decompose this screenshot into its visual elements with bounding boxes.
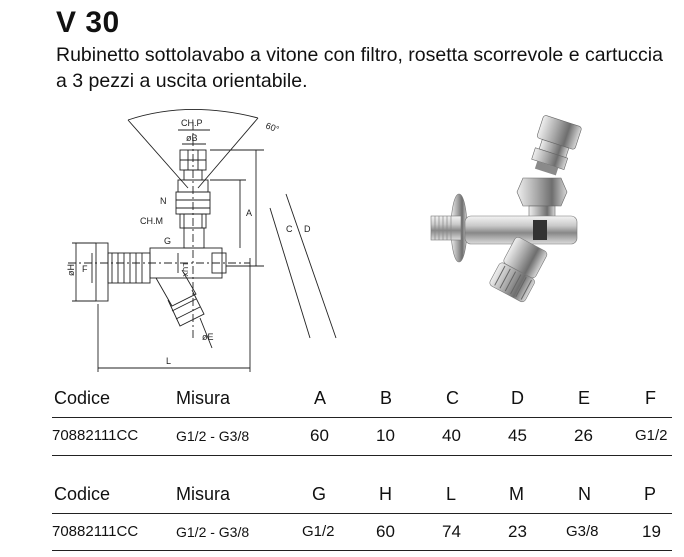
- header-cell: G: [312, 484, 327, 504]
- table-divider: [52, 455, 672, 456]
- product-description: Rubinetto sottolavabo a vitone con filtro, rosetta scorrevole e cartuccia a 3 pezzi a uscita orientabile.: [56, 44, 663, 92]
- cell-h: 60: [376, 522, 395, 541]
- label-h: øH: [66, 264, 76, 276]
- label-brand: LUX: [181, 263, 188, 277]
- label-angle: 60°: [264, 120, 281, 135]
- label-g: G: [164, 236, 172, 246]
- label-c: C: [286, 224, 293, 234]
- header-cell: Misura: [176, 388, 231, 408]
- label-e: øE: [202, 332, 214, 342]
- table-header-row: [52, 383, 672, 413]
- label-f: F: [82, 264, 88, 274]
- cell-a: 60: [310, 426, 329, 445]
- cell-g: G1/2: [302, 523, 335, 540]
- table-divider: [52, 550, 672, 551]
- cell-codice: 70882111CC: [52, 523, 139, 540]
- product-title: V 30: [56, 6, 120, 39]
- label-a: A: [246, 208, 253, 218]
- header-cell: B: [380, 388, 393, 408]
- header-cell: L: [446, 484, 457, 504]
- header-cell: C: [446, 388, 459, 408]
- product-photo: [405, 112, 605, 322]
- cell-m: 23: [508, 522, 527, 541]
- label-chm: CH.M: [140, 216, 163, 226]
- cell-misura: G1/2 - G3/8: [176, 428, 250, 444]
- header-cell: Codice: [54, 388, 111, 408]
- cell-b: 10: [376, 426, 395, 445]
- cell-codice: 70882111CC: [52, 427, 139, 444]
- label-chp: CH.P: [181, 118, 203, 128]
- header-cell: N: [578, 484, 591, 504]
- header-cell: M: [509, 484, 524, 504]
- header-cell: D: [511, 388, 524, 408]
- table-row: [52, 421, 672, 451]
- cell-l: 74: [442, 522, 461, 541]
- label-l: L: [166, 356, 172, 366]
- cell-e: 26: [574, 426, 593, 445]
- header-cell: A: [314, 388, 327, 408]
- header-cell: E: [578, 388, 591, 408]
- label-d: D: [304, 224, 311, 234]
- cell-f: G1/2: [635, 427, 668, 444]
- header-cell: F: [645, 388, 656, 408]
- technical-drawing: [60, 108, 360, 383]
- table-header-row: [52, 479, 672, 509]
- cell-c: 40: [442, 426, 461, 445]
- label-n: N: [160, 196, 167, 206]
- header-cell: Misura: [176, 484, 231, 504]
- header-cell: Codice: [54, 484, 111, 504]
- table-divider: [52, 513, 672, 514]
- cell-n: G3/8: [566, 523, 599, 540]
- cell-p: 19: [642, 522, 661, 541]
- cell-misura: G1/2 - G3/8: [176, 524, 250, 540]
- header-cell: P: [644, 484, 657, 504]
- header-cell: H: [379, 484, 392, 504]
- table-divider: [52, 417, 672, 418]
- cell-d: 45: [508, 426, 527, 445]
- label-b: øB: [186, 133, 198, 143]
- table-row: [52, 517, 672, 547]
